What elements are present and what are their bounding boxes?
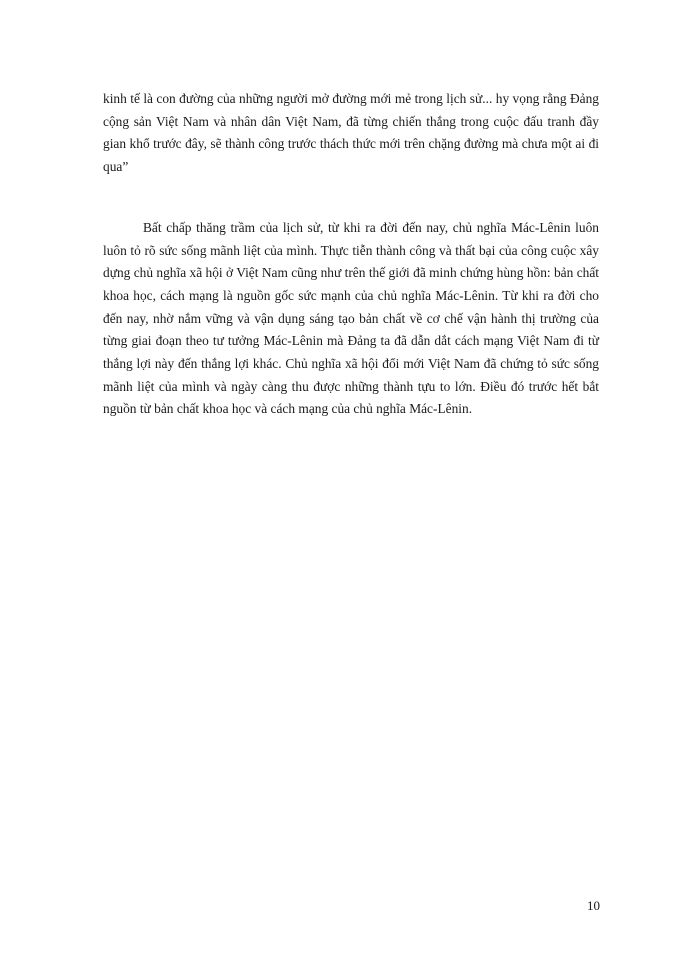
paragraph-marxism-leninism: Bất chấp thăng trầm của lịch sử, từ khi ra đời đến nay, chủ nghĩa Mác-Lênin luôn luôn tỏ rõ sức sống mãnh liệt của mình. Thực tiễn thành công và thất bại của công cuộc xây dựng chủ nghĩa xã hội ở Việt Nam cũng như trên thế giới đã minh chứng hùng hồn: bản chất khoa học, cách mạng là nguồn gốc sức mạnh của chủ nghĩa Mác-Lênin. Từ khi ra đời cho đến nay, nhờ nắm vững và vận dụng sáng tạo bản chất về cơ chế vận hành thị trường của từng giai đoạn theo tư tưởng Mác-Lênin mà Đảng ta đã dẫn dắt cách mạng Việt Nam đi từ thắng lợi này đến thắng lợi khác. Chủ nghĩa xã hội đổi mới Việt Nam đã chứng tỏ sức sống mãnh liệt của mình và ngày càng thu được những thành tựu to lớn. Điều đó trước hết bắt nguồn từ bản chất khoa học và cách mạng của chủ nghĩa Mác-Lênin.: [103, 219, 599, 417]
document-body: [103, 88, 599, 421]
page-number: 10: [587, 898, 600, 913]
paragraph-quote-continuation: kinh tế là con đường của những người mở đường mới mẻ trong lịch sử... hy vọng rằng Đảng cộng sản Việt Nam và nhân dân Việt Nam, đã từng chiến thắng trong cuộc đấu tranh đầy gian khổ trước đây, sẽ thành công trước thách thức mới trên chặng đường mà chưa một ai đi qua”: [103, 91, 599, 175]
